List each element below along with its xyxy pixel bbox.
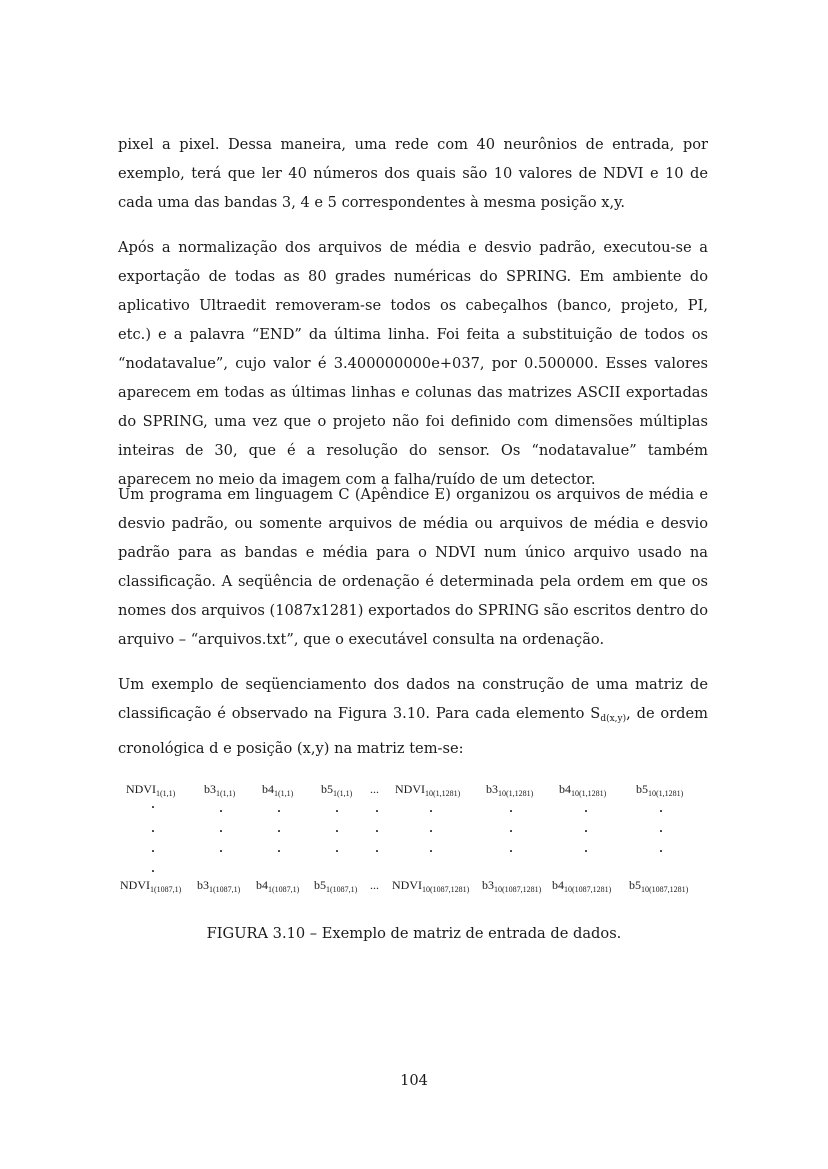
cell-subscript: 10(1,1281) [648,789,684,798]
matrix-bottom-row-cell [629,878,688,894]
ellipsis-dot [376,850,378,852]
cell-subscript: 1(1,1) [333,789,353,798]
matrix-top-row-cell [486,782,533,798]
cell-subscript: 1(1087,1) [326,885,358,894]
cell-label: b5 [321,782,333,796]
ellipsis-dot [510,830,512,832]
subscript: d(x,y) [600,714,627,724]
matrix-bottom-row-cell [314,878,357,894]
ellipsis-dot [152,830,154,832]
cell-label: b5 [314,878,326,892]
ellipsis-dot [585,830,587,832]
input-matrix-figure [0,776,828,906]
matrix-bottom-row-cell [552,878,611,894]
cell-subscript: 10(1087,1281) [564,885,612,894]
cell-label: b5 [629,878,641,892]
ellipsis-dot [220,810,222,812]
matrix-bottom-row-cell [256,878,299,894]
ellipsis-dot [220,850,222,852]
cell-subscript: 10(1087,1281) [641,885,689,894]
body-paragraph: pixel a pixel. Dessa maneira, uma rede com 40 neurônios de entrada, por exemplo, terá que ler 40 números dos quais são 10 valores de NDVI e 10 de cada uma das bandas 3, 4 e 5 correspondentes à mesma posição x,y. [118,136,708,211]
ellipsis-dot [336,830,338,832]
ellipsis-dot [430,810,432,812]
cell-label: b3 [204,782,216,796]
figure-caption: FIGURA 3.10 – Exemplo de matriz de entrada de dados. [206,925,622,942]
ellipsis-dot [376,810,378,812]
cell-label: b4 [262,782,274,796]
cell-label: b5 [636,782,648,796]
ellipsis-dot [660,830,662,832]
ellipsis-dot [585,810,587,812]
cell-subscript: 1(1,1) [274,789,294,798]
ellipsis-dot [278,850,280,852]
matrix-top-row-cell [126,782,175,798]
matrix-top-row-cell [559,782,606,798]
ellipsis-dot [220,830,222,832]
body-paragraph: Um programa em linguagem C (Apêndice E) organizou os arquivos de média e desvio padrão, ou somente arquivos de média ou arquivos de média e desvio padrão para as bandas e média para o NDVI num único arquivo usado na classificação. A seqüência de ordenação é determinada pela ordem em que os nomes dos arquivos (1087x1281) exportados do SPRING são escritos dentro do arquivo – “arquivos.txt”, que o executável consulta na ordenação. [118,486,708,648]
ellipsis-dot [510,810,512,812]
cell-subscript: 1(1,1) [156,789,176,798]
matrix-top-row-cell [395,782,460,798]
cell-label: b3 [482,878,494,892]
page-number: 104 [400,1072,428,1089]
ellipsis-dot [278,810,280,812]
cell-label: b3 [486,782,498,796]
ellipsis-dot [585,850,587,852]
ellipsis-dot [430,850,432,852]
ellipsis-dot [336,850,338,852]
cell-label: ... [370,782,379,796]
ellipsis-dot [152,850,154,852]
matrix-bottom-row-cell [197,878,240,894]
cell-label: b4 [256,878,268,892]
matrix-top-row-cell [370,782,379,797]
cell-subscript: 10(1087,1281) [422,885,470,894]
paragraph-text: Um exemplo de seqüenciamento dos dados na construção de uma matriz de classificação é observado na Figura 3.10. Para cada elemento S [118,676,708,722]
cell-label: b4 [552,878,564,892]
matrix-top-row-cell [262,782,293,798]
body-paragraph: Após a normalização dos arquivos de média e desvio padrão, executou-se a exportação de todas as 80 grades numéricas do SPRING. Em ambiente do aplicativo Ultraedit removeram-se todos os cabeçalhos (banco, projeto, PI, etc.) e a palavra “END” da última linha. Foi feita a substituição de todos os “nodatavalue”, cujo valor é 3.400000000e+037, por 0.500000. Esses valores aparecem em todas as últimas linhas e colunas das matrizes ASCII exportadas do SPRING, uma vez que o projeto não foi definido com dimensões múltiplas inteiras de 30, que é a resolução do sensor. Os “nodatavalue” também aparecem no meio da imagem com a falha/ruído de um detector. [118,239,708,488]
cell-label: NDVI [126,782,156,796]
matrix-top-row-cell [321,782,352,798]
ellipsis-dot [336,810,338,812]
ellipsis-dot [660,850,662,852]
matrix-bottom-row-cell [120,878,181,894]
cell-label: NDVI [392,878,422,892]
cell-subscript: 10(1,1281) [571,789,607,798]
body-paragraph [118,670,708,763]
ellipsis-dot [278,830,280,832]
ellipsis-dot [510,850,512,852]
matrix-bottom-row-cell [392,878,469,894]
cell-label: b4 [559,782,571,796]
cell-label: NDVI [120,878,150,892]
cell-label: NDVI [395,782,425,796]
cell-subscript: 1(1087,1) [268,885,300,894]
matrix-bottom-row-cell [370,878,379,893]
cell-subscript: 1(1087,1) [150,885,182,894]
cell-subscript: 10(1,1281) [425,789,461,798]
paragraph-text: , de ordem cronológica d e posição (x,y) na matriz tem-se: [118,705,708,757]
cell-label: b3 [197,878,209,892]
cell-label: ... [370,878,379,892]
cell-subscript: 1(1087,1) [209,885,241,894]
ellipsis-dot [430,830,432,832]
ellipsis-dot [152,870,154,872]
cell-subscript: 10(1087,1281) [494,885,542,894]
cell-subscript: 10(1,1281) [498,789,534,798]
ellipsis-dot [660,810,662,812]
cell-subscript: 1(1,1) [216,789,236,798]
matrix-bottom-row-cell [482,878,541,894]
matrix-top-row-cell [204,782,235,798]
ellipsis-dot [376,830,378,832]
matrix-top-row-cell [636,782,683,798]
ellipsis-dot [152,806,154,808]
